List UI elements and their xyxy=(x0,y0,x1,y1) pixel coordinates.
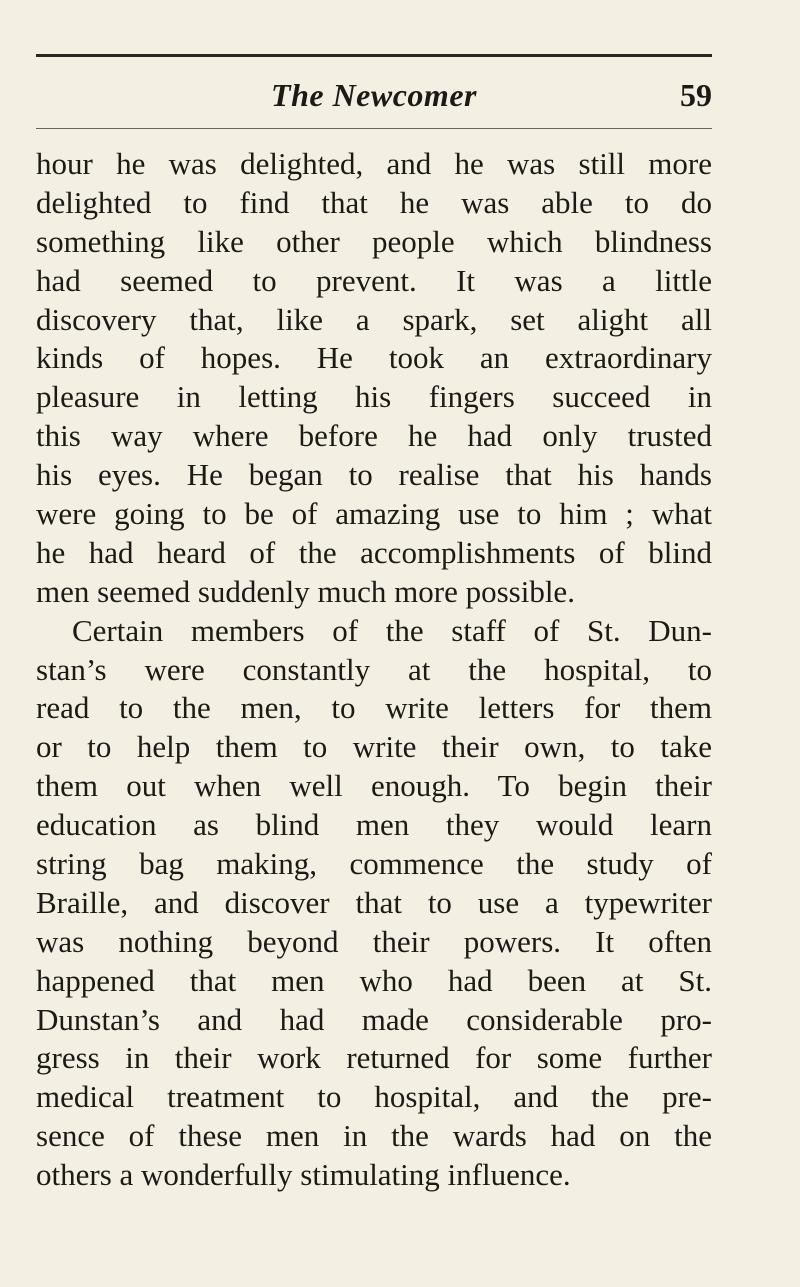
running-title: The Newcomer xyxy=(271,77,477,113)
text-line: sence of these men in the wards had on the xyxy=(36,1118,712,1154)
text-line: something like other people which blindness xyxy=(36,223,712,259)
text-line: Certain members of the staff of St. Dun- xyxy=(72,612,712,648)
text-line: hour he was delighted, and he was still more xyxy=(36,146,712,181)
text-line: delighted to find that he was able to do xyxy=(36,184,712,220)
text-line: this way where before he had only trusted xyxy=(36,418,712,454)
text-line: or to help them to write their own, to take xyxy=(36,729,712,765)
text-line: string bag making, commence the study of xyxy=(36,846,712,882)
text-line: stan’s were constantly at the hospital, to xyxy=(36,651,712,687)
text-line: gress in their work returned for some further xyxy=(36,1040,712,1076)
page-header xyxy=(36,72,712,118)
text-line: pleasure in letting his fingers succeed in xyxy=(36,379,712,415)
header-rule xyxy=(36,128,712,129)
text-line: read to the men, to write letters for them xyxy=(36,690,712,726)
text-line: were going to be of amazing use to him ; what xyxy=(36,496,712,532)
text-line: discovery that, like a spark, set alight all xyxy=(36,301,712,337)
text-line: had seemed to prevent. It was a little xyxy=(36,262,712,298)
text-line: education as blind men they would learn xyxy=(36,807,712,843)
text-line: Braille, and discover that to use a typewriter xyxy=(36,884,712,920)
text-line: others a wonderfully stimulating influence. xyxy=(36,1157,571,1193)
text-line: was nothing beyond their powers. It often xyxy=(36,923,712,959)
text-line: happened that men who had been at St. xyxy=(36,962,712,998)
top-rule xyxy=(36,54,712,57)
body-text xyxy=(36,145,712,1195)
text-line: kinds of hopes. He took an extraordinary xyxy=(36,340,712,376)
page-number: 59 xyxy=(680,77,712,113)
text-line: he had heard of the accomplishments of blind xyxy=(36,534,712,570)
text-line: them out when well enough. To begin their xyxy=(36,768,712,804)
text-line: medical treatment to hospital, and the pre- xyxy=(36,1079,712,1115)
text-line: his eyes. He began to realise that his hands xyxy=(36,457,712,493)
text-line: Dunstan’s and had made considerable pro- xyxy=(36,1001,712,1037)
text-line: men seemed suddenly much more possible. xyxy=(36,573,575,609)
